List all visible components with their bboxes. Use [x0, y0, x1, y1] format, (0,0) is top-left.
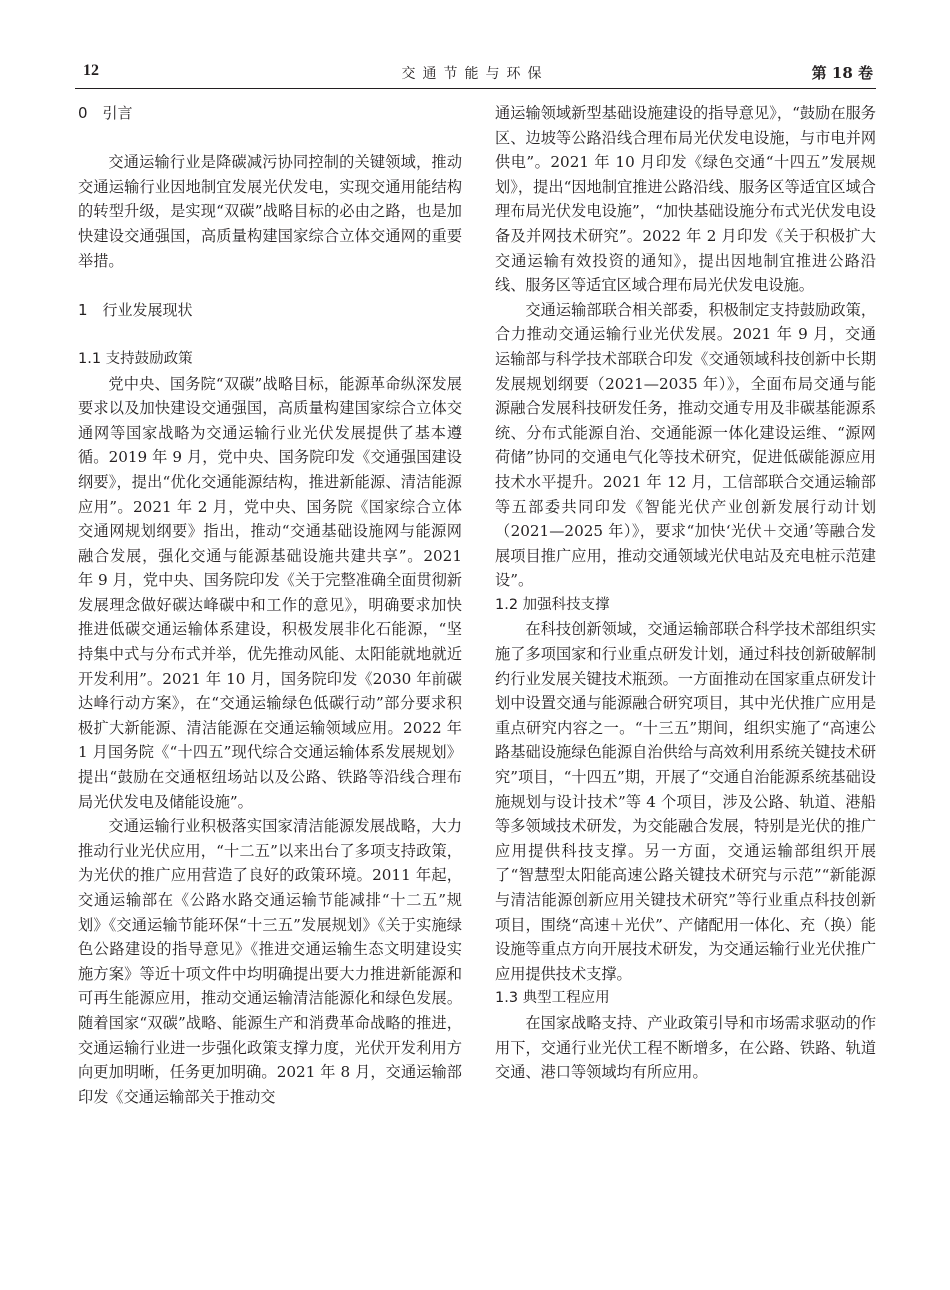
section-heading-1-3: 1.3 典型工程应用 [495, 990, 610, 1007]
paragraph-1-1-a: 党中央、国务院“双碳”战略目标，能源革命纵深发展要求以及加快建设交通强国，高质量构建国家综合立体交通网等国家战略为交通运输行业光伏发展提供了基本遵循。2019 年 9 月，党中央、国务院印发《交通强国建设纲要》，提出“优化交通能源结构，推进新能源、清洁能源应用”。2021 年 2 月，党中央、国务院《国家综合立体交通网规划纲要》指出，推动“交通基础设施网与能源网融合发展，强化交通与能源基础设施共建共享”。2021 年 9 月，党中央、国务院印发《关于完整准确全面贯彻新发展理念做好碳达峰碳中和工作的意见》，明确要求加快推进低碳交通运输体系建设，积极发展非化石能源，“坚持集中式与分布式并举，优先推动风能、太阳能就地就近开发利用”。2021 年 10 月，国务院印发《2030 年前碳达峰行动方案》，在“交通运输绿色低碳行动”部分要求积极扩大新能源、清洁能源在交通运输领域应用。2022 年 1 月国务院《“十四五”现代综合交通运输体系发展规划》提出“鼓励在交通枢纽场站以及公路、铁路等沿线合理布局光伏发电及储能设施”。 [78, 374, 462, 811]
section-heading-intro: 0 引言 [78, 104, 133, 122]
running-header [75, 62, 875, 88]
journal-title: 交通节能与环保 [401, 66, 549, 82]
paragraph-intro: 交通运输行业是降碳减污协同控制的关键领域，推动交通运输行业因地制宜发展光伏发电，实现交通用能结构的转型升级，是实现“双碳”战略目标的必由之路，也是加快建设交通强国，高质量构建国家综合立体交通网的重要举措。 [78, 153, 462, 270]
section-heading-1: 1 行业发展现状 [78, 300, 193, 319]
left-column [78, 101, 462, 1109]
paragraph-1-1-c: 交通运输部联合相关部委，积极制定支持鼓励政策，合力推动交通运输行业光伏发展。2021 年 9 月，交通运输部与科学技术部联合印发《交通领域科技创新中长期发展规划纲要（2021—2035 年）》，全面布局交通与能源融合发展科技研发任务，推动交通专用及非碳基能源系统、分布式能源自治、交通能源一体化建设运维、“源网荷储”协同的交通电气化等技术研究，促进低碳能源应用技术水平提升。2021 年 12 月，工信部联合交通运输部等五部委共同印发《智能光伏产业创新发展行动计划（2021—2025 年）》，要求“加快‘光伏＋交通’等融合发展项目推广应用，推动交通领域光伏电站及充电桩示范建设”。 [495, 300, 876, 590]
header-rule [75, 88, 876, 89]
section-heading-1-2: 1.2 加强科技支撑 [495, 596, 610, 613]
paragraph-1-1-b: 交通运输行业积极落实国家清洁能源发展战略，大力推动行业光伏应用，“十二五”以来出台了多项支持政策，为光伏的推广应用营造了良好的政策环境。2011 年起，交通运输部在《公路水路交通运输节能减排“十二五”规划》《交通运输节能环保“十三五”发展规划》《关于实施绿色公路建设的指导意见》《推进交通运输生态文明建设实施方案》等近十项文件中均明确提出要大力推进新能源和可再生能源应用，推动交通运输清洁能源化和绿色发展。随着国家“双碳”战略、能源生产和消费革命战略的推进，交通运输行业进一步强化政策支撑力度，光伏开发利用方向更加明晰，任务更加明确。2021 年 8 月，交通运输部印发《交通运输部关于推动交 [78, 817, 462, 1106]
volume-label: 第 18 卷 [811, 64, 873, 82]
paragraph-1-3: 在国家战略支持、产业政策引导和市场需求驱动的作用下，交通行业光伏工程不断增多，在公路、铁路、轨道交通、港口等领域均有所应用。 [495, 1013, 876, 1082]
section-heading-1-1: 1.1 支持鼓励政策 [78, 350, 193, 367]
page-number: 12 [83, 62, 99, 79]
right-column [495, 101, 876, 1085]
paragraph-1-2: 在科技创新领域，交通运输部联合科学技术部组织实施了多项国家和行业重点研发计划，通过科技创新破解制约行业发展关键技术瓶颈。一方面推动在国家重点研发计划中设置交通与能源融合研究项目，其中光伏推广应用是重点研究内容之一。“十三五”期间，组织实施了“高速公路基础设施绿色能源自治供给与高效利用系统关键技术研究”项目，“十四五”期，开展了“交通自治能源系统基础设施规划与设计技术”等 4 个项目，涉及公路、轨道、港船等多领域技术研发，为交能融合发展，特别是光伏的推广应用提供科技支撑。另一方面，交通运输部组织开展了“智慧型太阳能高速公路关键技术研究与示范”“新能源与清洁能源创新应用关键技术研究”等行业重点科技创新项目，围绕“高速＋光伏”、产储配用一体化、充（换）能设施等重点方向开展技术研发，为交通运输行业光伏推广应用提供技术支撑。 [495, 620, 876, 983]
paragraph-1-1-b-cont: 通运输领域新型基础设施建设的指导意见》，“鼓励在服务区、边坡等公路沿线合理布局光伏发电设施，与市电并网供电”。2021 年 10 月印发《绿色交通“十四五”发展规划》，提出“因地制宜推进公路沿线、服务区等适宜区域合理布局光伏发电设施”，“加快基础设施分布式光伏发电设备及并网技术研究”。2022 年 2 月印发《关于积极扩大交通运输有效投资的通知》，提出因地制宜推进公路沿线、服务区等适宜区域合理布局光伏发电设施。 [495, 104, 876, 295]
